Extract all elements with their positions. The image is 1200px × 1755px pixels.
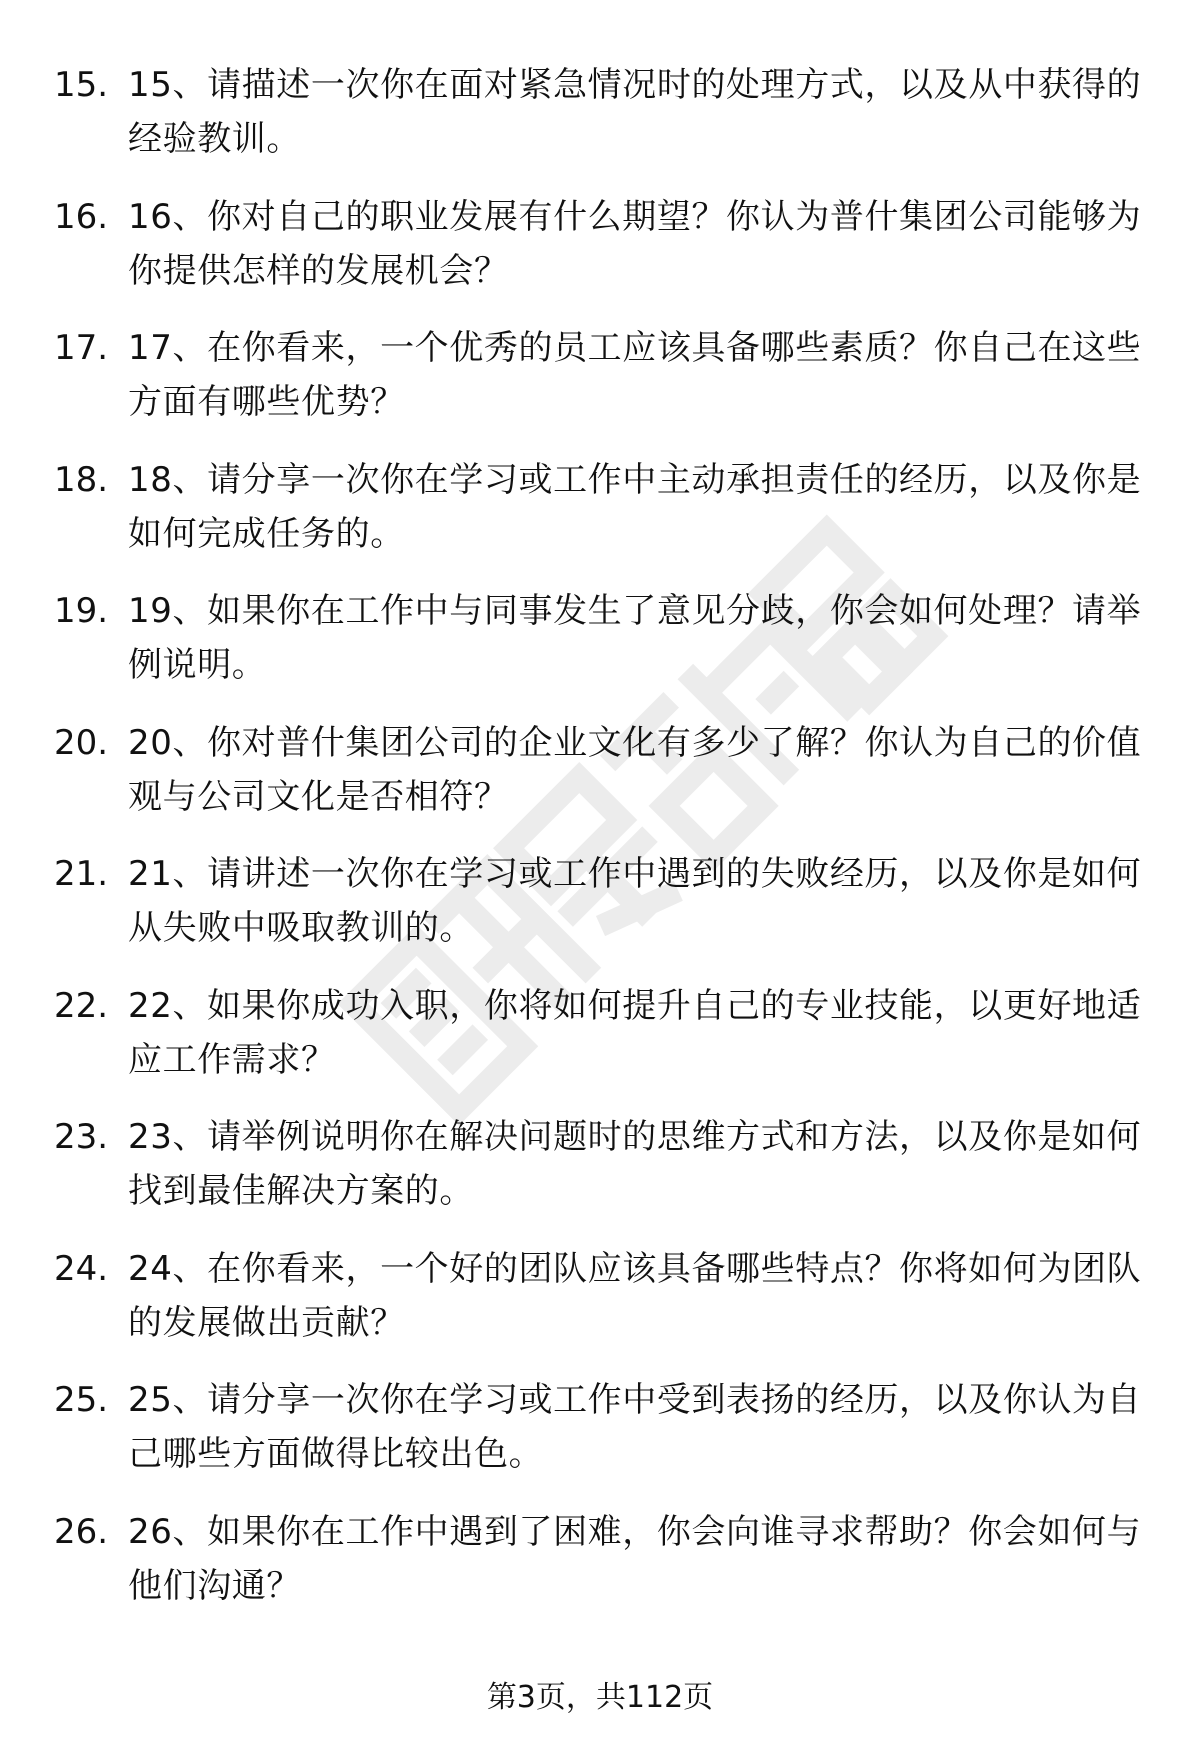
list-item xyxy=(54,1505,1149,1637)
list-item-number: 15. xyxy=(54,65,109,105)
list-item-number: 25. xyxy=(54,1380,109,1420)
list-item-text: 23、请举例说明你在解决问题时的思维方式和方法，以及你是如何找到最佳解决方案的。 xyxy=(128,1117,1142,1211)
list-item xyxy=(54,58,1149,190)
list-item-number: 24. xyxy=(54,1248,109,1289)
question-list xyxy=(54,58,1149,1636)
list-item-text: 19、如果你在工作中与同事发生了意见分歧，你会如何处理？请举例说明。 xyxy=(128,591,1142,685)
list-item-text: 22、如果你成功入职，你将如何提升自己的专业技能，以更好地适应工作需求？ xyxy=(128,985,1142,1080)
list-item-text: 21、请讲述一次你在学习或工作中遇到的失败经历，以及你是如何从失败中吸取教训的。 xyxy=(128,854,1142,948)
list-item-text: 25、请分享一次你在学习或工作中受到表扬的经历，以及你认为自己哪些方面做得比较出色。 xyxy=(128,1380,1142,1474)
list-item-number: 23. xyxy=(54,1117,109,1157)
list-item xyxy=(54,1110,1149,1242)
list-item xyxy=(54,453,1149,585)
list-item xyxy=(54,321,1149,453)
list-item-text: 15、请描述一次你在面对紧急情况时的处理方式，以及从中获得的经验教训。 xyxy=(128,65,1142,159)
list-item xyxy=(54,190,1149,322)
list-item-text: 17、在你看来，一个优秀的员工应该具备哪些素质？你自己在这些方面有哪些优势？ xyxy=(128,328,1142,422)
list-item-text: 24、在你看来，一个好的团队应该具备哪些特点？你将如何为团队的发展做出贡献？ xyxy=(128,1248,1142,1343)
list-item xyxy=(54,979,1149,1111)
list-item-number: 21. xyxy=(54,854,109,894)
list-item-number: 19. xyxy=(54,591,109,631)
list-item-text: 16、你对自己的职业发展有什么期望？你认为普什集团公司能够为你提供怎样的发展机会？ xyxy=(128,196,1142,291)
list-item-text: 20、你对普什集团公司的企业文化有多少了解？你认为自己的价值观与公司文化是否相符？ xyxy=(128,722,1142,817)
list-item-number: 20. xyxy=(54,722,109,763)
page-number-footer: 第3页，共112页 xyxy=(486,1680,714,1715)
list-item-number: 17. xyxy=(54,328,109,368)
list-item-text: 26、如果你在工作中遇到了困难，你会向谁寻求帮助？你会如何与他们沟通？ xyxy=(128,1511,1142,1606)
list-item-number: 26. xyxy=(54,1511,109,1552)
list-item xyxy=(54,847,1149,979)
list-item-number: 22. xyxy=(54,985,109,1026)
list-item xyxy=(54,1373,1149,1505)
list-item xyxy=(54,1242,1149,1374)
list-item-number: 16. xyxy=(54,196,109,237)
list-item xyxy=(54,716,1149,848)
list-item-text: 18、请分享一次你在学习或工作中主动承担责任的经历，以及你是如何完成任务的。 xyxy=(128,459,1142,554)
list-item-number: 18. xyxy=(54,459,109,500)
list-item xyxy=(54,584,1149,716)
